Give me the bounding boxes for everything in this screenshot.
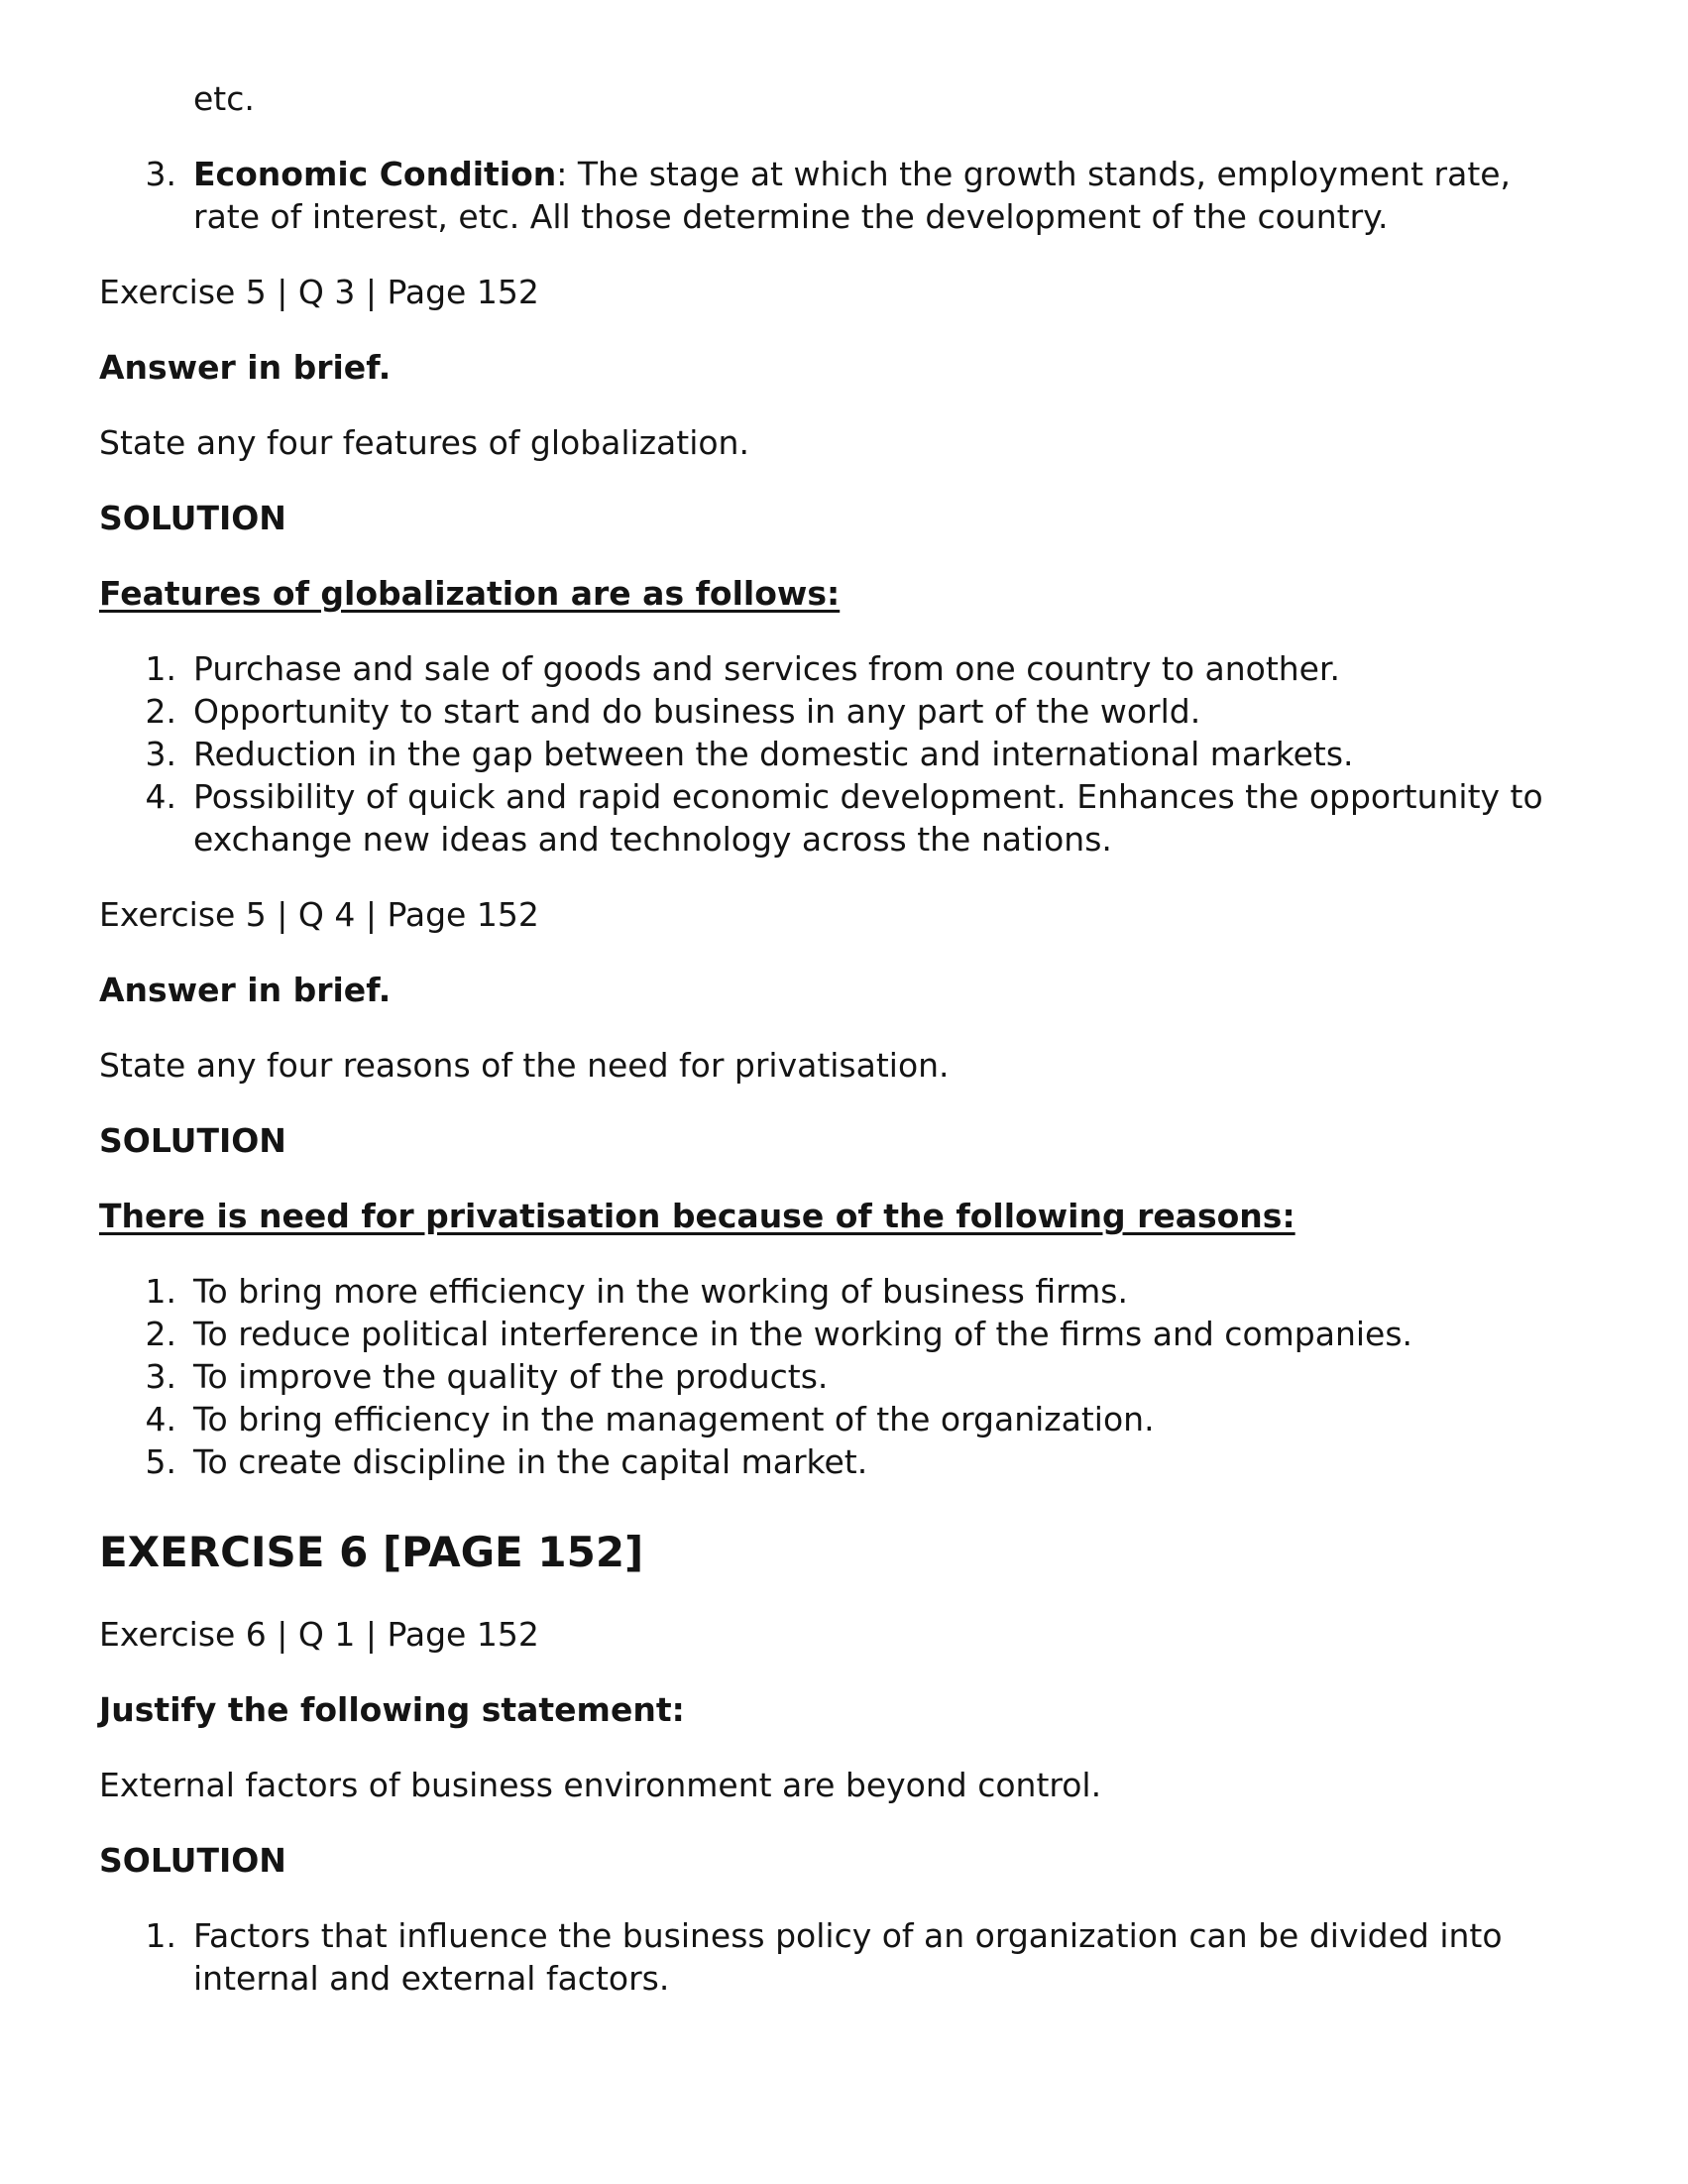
list-number: 2. bbox=[145, 692, 176, 731]
list-item-text: To improve the quality of the products. bbox=[193, 1357, 829, 1396]
list-item bbox=[99, 1398, 1586, 1440]
list-number: 3. bbox=[145, 155, 176, 193]
list-item bbox=[99, 733, 1586, 775]
term-description: : The stage at which the growth stands, employment rate, rate of interest, etc. All those determine the development of the country. bbox=[193, 155, 1512, 236]
globalization-features-list bbox=[99, 647, 1586, 861]
document-page bbox=[99, 77, 1586, 2000]
question-reference: Exercise 5 | Q 4 | Page 152 bbox=[99, 895, 539, 934]
list-item-text: To bring efficiency in the management of the organization. bbox=[193, 1400, 1155, 1438]
list-number: 1. bbox=[145, 1272, 176, 1311]
question-reference: Exercise 6 | Q 1 | Page 152 bbox=[99, 1615, 539, 1654]
solution-heading: There is need for privatisation because of the following reasons: bbox=[99, 1197, 1295, 1235]
list-number: 3. bbox=[145, 1357, 176, 1396]
list-item bbox=[99, 1914, 1586, 2000]
list-item-text: Reduction in the gap between the domestic and international markets. bbox=[193, 735, 1354, 773]
list-item bbox=[99, 775, 1586, 861]
list-number: 1. bbox=[145, 649, 176, 688]
list-number: 5. bbox=[145, 1442, 176, 1481]
list-item bbox=[99, 1355, 1586, 1398]
term-economic-condition: Economic Condition bbox=[193, 155, 557, 193]
list-item-text: Possibility of quick and rapid economic development. Enhances the opportunity to exchange new ideas and technology across the nations. bbox=[193, 777, 1543, 859]
list-item bbox=[99, 647, 1586, 690]
privatisation-reasons-list bbox=[99, 1270, 1586, 1483]
list-number: 2. bbox=[145, 1315, 176, 1353]
solution-label: SOLUTION bbox=[99, 499, 286, 537]
list-number: 3. bbox=[145, 735, 176, 773]
list-item-text: To reduce political interference in the working of the firms and companies. bbox=[193, 1315, 1413, 1353]
question-instruction: Answer in brief. bbox=[99, 348, 392, 387]
question-text: State any four features of globalization. bbox=[99, 423, 749, 462]
list-item bbox=[99, 153, 1586, 238]
list-item-text: To create discipline in the capital market. bbox=[193, 1442, 868, 1481]
list-item-text: Purchase and sale of goods and services from one country to another. bbox=[193, 649, 1341, 688]
solution-label: SOLUTION bbox=[99, 1121, 286, 1160]
question-reference: Exercise 5 | Q 3 | Page 152 bbox=[99, 273, 539, 311]
list-item-text: To bring more efficiency in the working of business firms. bbox=[193, 1272, 1128, 1311]
list-number: 4. bbox=[145, 1400, 176, 1438]
list-number: 1. bbox=[145, 1916, 176, 1955]
question-instruction: Justify the following statement: bbox=[99, 1690, 685, 1729]
question-text: External factors of business environment are beyond control. bbox=[99, 1766, 1102, 1804]
continued-text: etc. bbox=[193, 79, 255, 118]
solution-label: SOLUTION bbox=[99, 1841, 286, 1880]
list-item-text: Opportunity to start and do business in any part of the world. bbox=[193, 692, 1201, 731]
external-factors-list bbox=[99, 1914, 1586, 2000]
list-item bbox=[99, 1313, 1586, 1355]
list-item bbox=[99, 1270, 1586, 1313]
list-number: 4. bbox=[145, 777, 176, 816]
solution-heading: Features of globalization are as follows: bbox=[99, 574, 841, 613]
list-item-text: Factors that influence the business policy of an organization can be divided into internal and external factors. bbox=[193, 1916, 1503, 1998]
economic-condition-list bbox=[99, 153, 1586, 238]
question-text: State any four reasons of the need for privatisation. bbox=[99, 1046, 950, 1085]
question-instruction: Answer in brief. bbox=[99, 971, 392, 1009]
list-item bbox=[99, 690, 1586, 733]
list-item bbox=[99, 1440, 1586, 1483]
section-heading: EXERCISE 6 [PAGE 152] bbox=[99, 1528, 644, 1576]
